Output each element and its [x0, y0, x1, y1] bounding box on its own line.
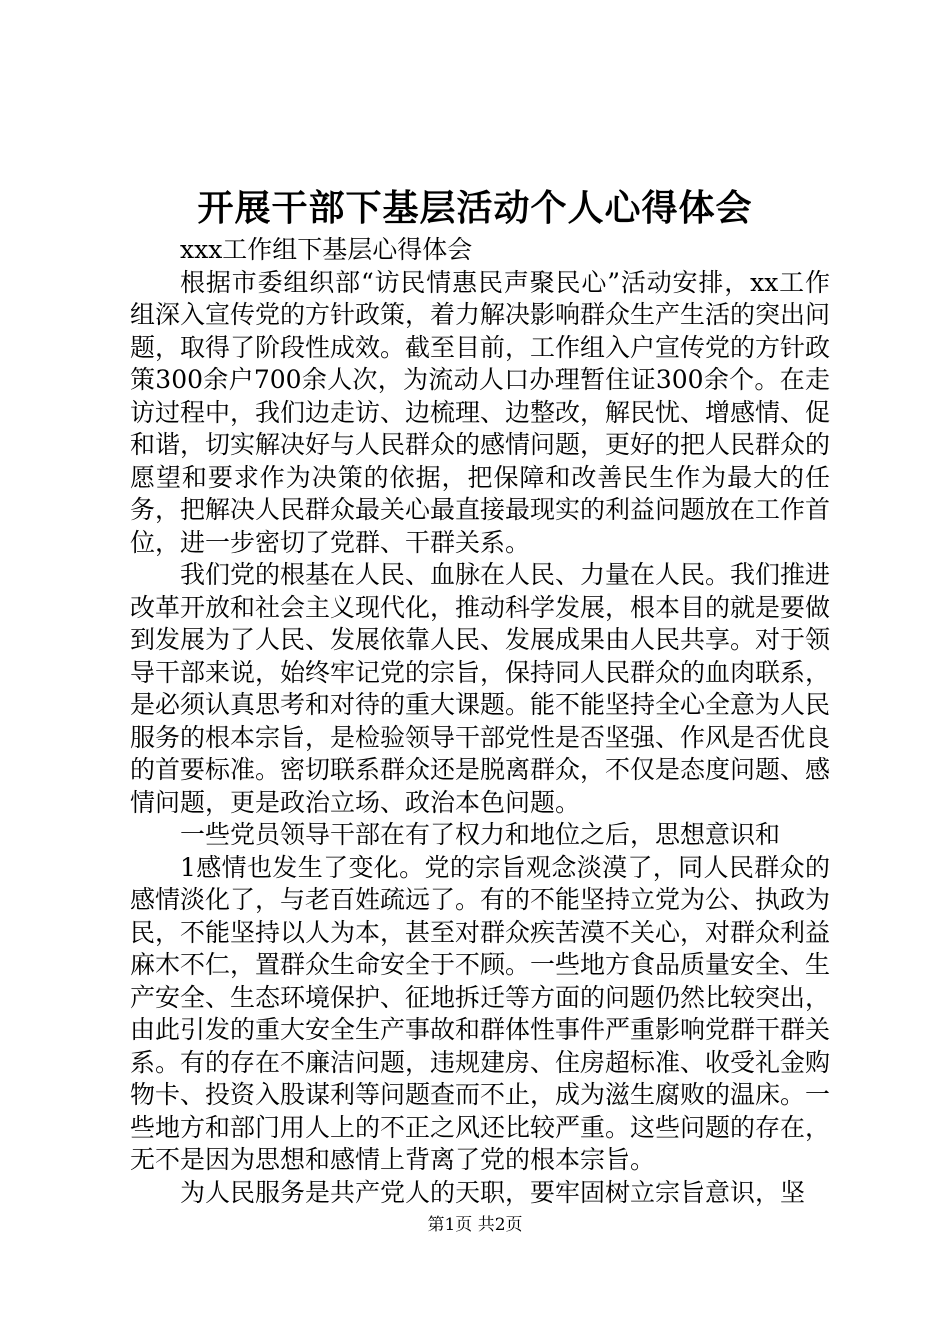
paragraph-subtitle: xxx工作组下基层心得体会 — [180, 235, 473, 264]
document-body — [130, 234, 830, 1209]
paragraph: 为人民服务是共产党人的天职，要牢固树立宗旨意识，坚 — [180, 1177, 806, 1207]
paragraph: 1感情也发生了变化。党的宗旨观念淡漠了，同人民群众的感情淡化了，与老百姓疏远了。有的不能坚持立党为公、执政为民，不能坚持以人为本，甚至对群众疾苦漠不关心，对群众利益麻木不仁，置群众生命安全于不顾。一些地方食品质量安全、生产安全、生态环境保护、征地拆迁等方面的问题仍然比较突出，由此引发的重大安全生产事故和群体性事件严重影响党群干群关系。有的存在不廉洁问题，违规建房、住房超标准、收受礼金购物卡、投资入股谋利等问题查而不止，成为滋生腐败的温床。一些地方和部门用人上的不正之风还比较严重。这些问题的存在，无不是因为思想和感情上背离了党的根本宗旨。 — [130, 852, 831, 1174]
document-title: 开展干部下基层活动个人心得体会 — [197, 187, 753, 229]
paragraph: 我们党的根基在人民、血脉在人民、力量在人民。我们推进改革开放和社会主义现代化，推动科学发展，根本目的就是要做到发展为了人民、发展依靠人民、发展成果由人民共享。对于领导干部来说，始终牢记党的宗旨，保持同人民群众的血肉联系，是必须认真思考和对待的重大课题。能不能坚持全心全意为人民服务的根本宗旨，是检验领导干部党性是否坚强、作风是否优良的首要标准。密切联系群众还是脱离群众，不仅是态度问题、感情问题，更是政治立场、政治本色问题。 — [130, 560, 831, 817]
paragraph: 一些党员领导干部在有了权力和地位之后，思想意识和 — [180, 820, 781, 849]
paragraph: 根据市委组织部“访民情惠民声聚民心”活动安排，xx工作组深入宣传党的方针政策，着力解决影响群众生产生活的突出问题，取得了阶段性成效。截至目前，工作组入户宣传党的方针政策300余户700余人次，为流动人口办理暂住证300余个。在走访过程中，我们边走访、边梳理、边整改，解民忧、增感情、促和谐，切实解决好与人民群众的感情问题，更好的把人民群众的愿望和要求作为决策的依据，把保障和改善民生作为最大的任务，把解决人民群众最关心最直接最现实的利益问题放在工作首位，进一步密切了党群、干群关系。 — [130, 267, 831, 557]
page-footer: 第1页 共2页 — [427, 1215, 523, 1235]
